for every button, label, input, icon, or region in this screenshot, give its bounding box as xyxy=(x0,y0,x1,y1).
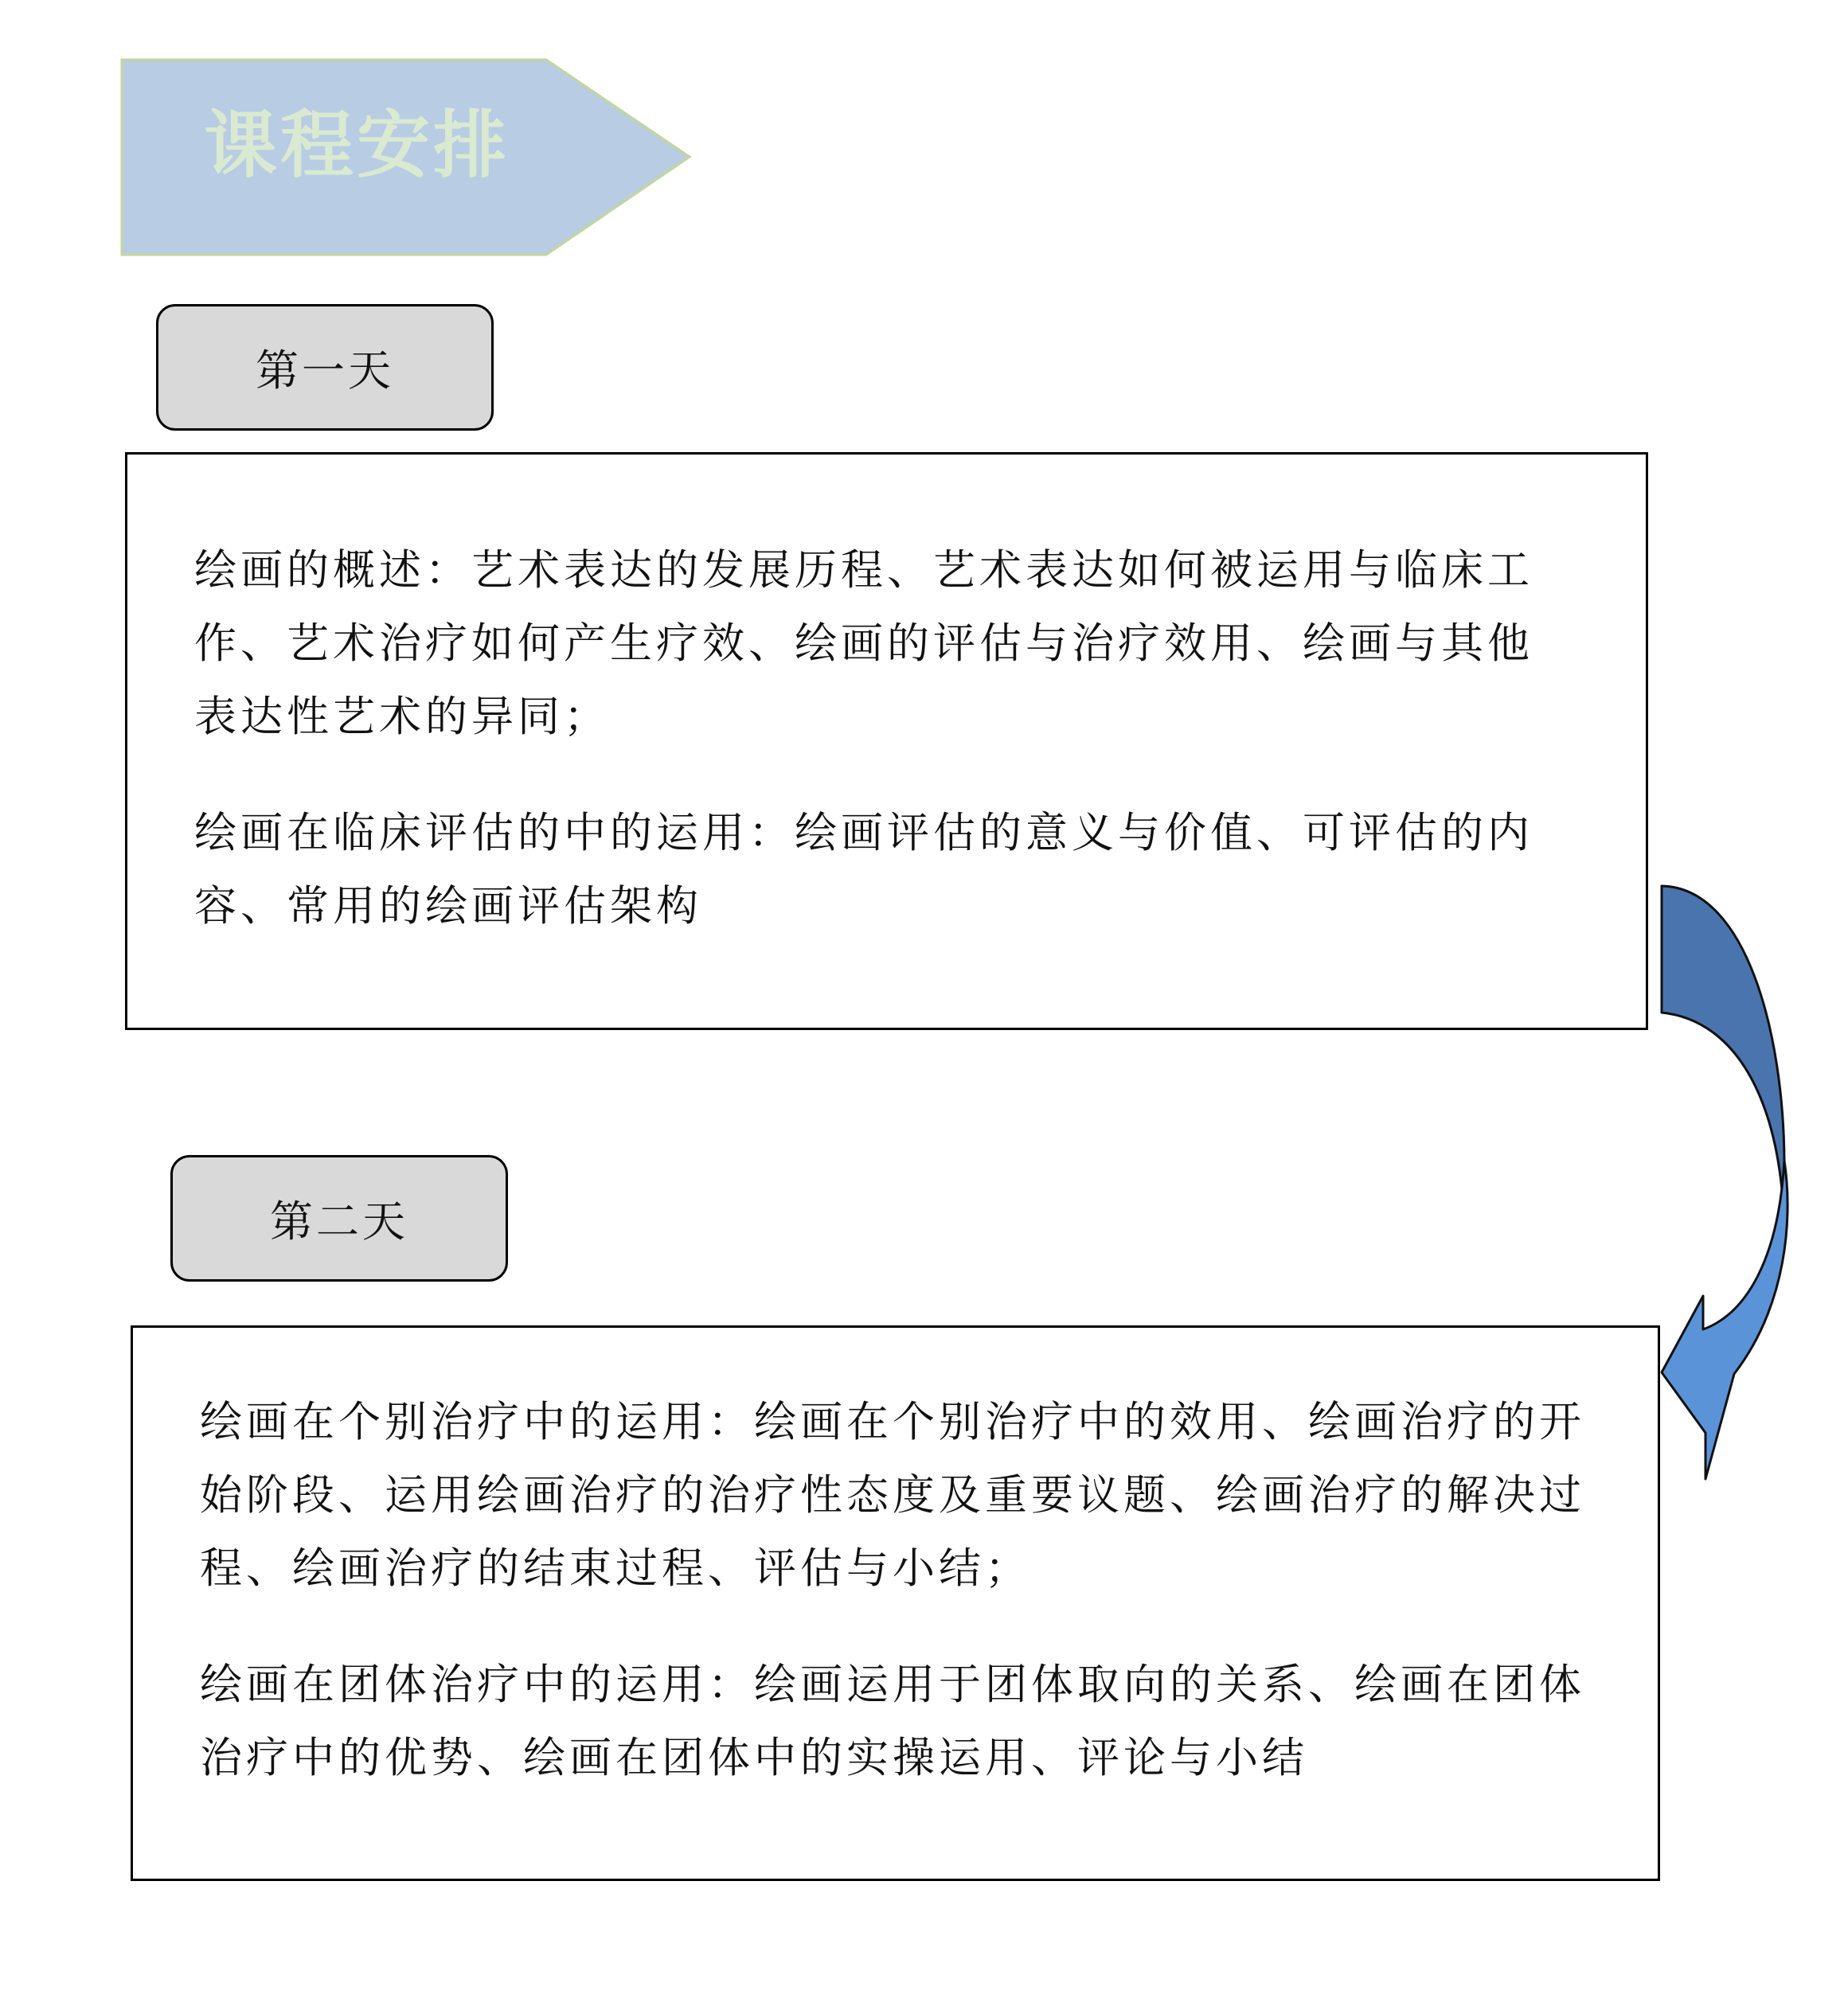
page-title: 课程安排 xyxy=(204,103,510,188)
day-paragraph: 绘画在临床评估的中的运用：绘画评估的意义与价值、可评估的内容、常用的绘画评估架构 xyxy=(194,809,1533,931)
day-content-box xyxy=(131,1325,1660,1881)
day-content-box xyxy=(125,452,1648,1030)
day-paragraph: 绘画的概述：艺术表达的发展历程、艺术表达如何被运用与临床工作、艺术治疗如何产生疗效、绘画的评估与治疗效用、绘画与其他表达性艺术的异同； xyxy=(194,546,1533,741)
day-tab: 第二天 xyxy=(170,1155,508,1282)
curved-down-arrow-icon xyxy=(1659,884,1803,1489)
title-banner xyxy=(120,58,693,256)
day-paragraph: 绘画在团体治疗中的运用：绘画运用于团体取向的关系、绘画在团体治疗中的优势、绘画在团体中的实操运用、评论与小结 xyxy=(200,1661,1585,1782)
day-tab: 第一天 xyxy=(156,304,494,431)
day-paragraph: 绘画在个别治疗中的运用：绘画在个别治疗中的效用、绘画治疗的开始阶段、运用绘画治疗的治疗性态度及重要议题、绘画治疗的解决过程、绘画治疗的结束过程、评估与小结； xyxy=(200,1398,1585,1593)
